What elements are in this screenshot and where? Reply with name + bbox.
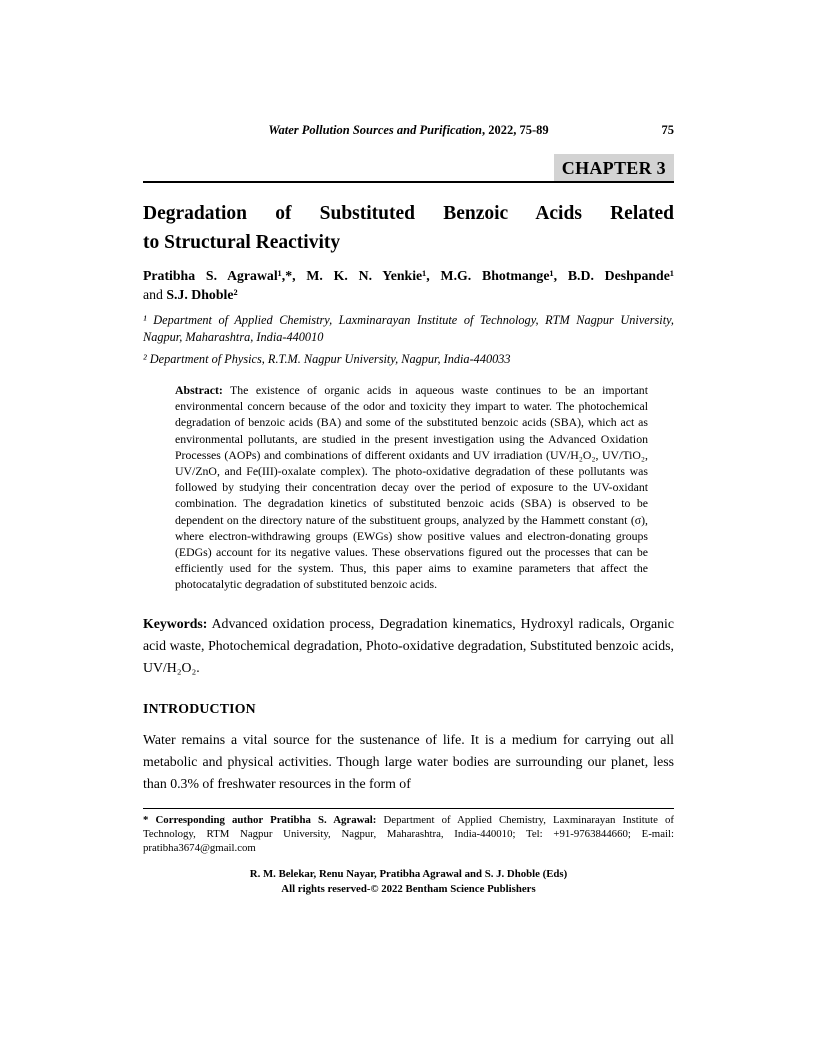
page-number: 75 [661, 123, 674, 137]
footer-editors: R. M. Belekar, Renu Nayar, Pratibha Agrawal and S. J. Dhoble (Eds) [249, 867, 568, 880]
authors-line-2 [143, 285, 674, 304]
affiliations [143, 312, 674, 368]
abstract-text: The existence of organic acids in aqueous waste continues to be an important environmental concern because of the odor and toxicity they impart to water. The photochemical degradation of benzoic acids (BA) and some of the substituted benzoic acids (SBA), which act as environmental pollutants, are studied in the present investigation using the Advanced Oxidation Processes (AOPs) and combinations of different oxidants and UV irradiation (UV/H₂O₂, UV/TiO₂, UV/ZnO, and Fe(III)-oxalate complex). The photo-oxidative degradation of these pollutants was followed by studying their concentration decay over the period of exposure to the UV-oxidant combination. The degradation kinetics of substituted benzoic acids (SBA) is observed to be dependent on the directory nature of the substituent groups, analyzed by the Hammett constant (σ), where electron-withdrawing groups (EWGs) show positive values and electron-donating groups (EDGs) account for its negative values. These observations figured out the processes that can be efficiently used for the system. Thus, this paper aims to examine parameters that affect the photocatalytic degradation of substituted benzoic acids. [175, 383, 648, 592]
author-last: S.J. Dhoble² [166, 287, 238, 302]
footnote-label: * Corresponding author Pratibha S. Agrawal: [143, 813, 377, 826]
abstract-label: Abstract: [175, 383, 223, 397]
authors-line-1: Pratibha S. Agrawal¹,*, M. K. N. Yenkie¹, M.G. Bhotmange¹, B.D. Deshpande¹ [143, 268, 674, 283]
keywords-text: Advanced oxidation process, Degradation kinematics, Hydroxyl radicals, Organic acid waste, Photochemical degradation, Photo-oxidative degradation, Substituted benzoic acids, UV/H₂O₂. [143, 615, 674, 675]
abstract [175, 382, 648, 593]
page-footer [143, 867, 674, 897]
footnote-text: Department of Applied Chemistry, Laxminarayan Institute of Technology, RTM Nagpur University, Nagpur, Maharashtra, India-440010; Tel: +91-9763844660; E-mail: pratibha3674@gmail.com [143, 813, 674, 854]
chapter-badge: CHAPTER 3 [554, 154, 674, 181]
keywords-label: Keywords: [143, 615, 208, 631]
journal-title-suffix: , 2022, 75-89 [482, 123, 549, 137]
keywords [143, 613, 674, 679]
affiliation-1: ¹ Department of Applied Chemistry, Laxminarayan Institute of Technology, RTM Nagpur University, Nagpur, Maharashtra, India-440010 [143, 313, 674, 344]
journal-title [268, 123, 548, 137]
page-content [143, 0, 674, 897]
introduction-heading: INTRODUCTION [143, 700, 256, 716]
header-divider [143, 181, 674, 183]
footer-rights: All rights reserved-© 2022 Bentham Science Publishers [281, 882, 536, 895]
footnote-divider [143, 808, 674, 809]
authors-connector: and [143, 287, 167, 302]
journal-title-italic: Water Pollution Sources and Purification [268, 123, 483, 137]
article-title [143, 199, 674, 257]
running-header [143, 122, 674, 138]
corresponding-author-footnote [143, 813, 674, 855]
affiliation-2: ² Department of Physics, R.T.M. Nagpur University, Nagpur, India-440033 [143, 352, 511, 366]
authors-block [143, 266, 674, 304]
introduction-paragraph: Water remains a vital source for the sustenance of life. It is a medium for carrying out all metabolic and physical activities. Though large water bodies are surrounding our planet, less than 0.3% of freshwater resources in the form of [143, 731, 674, 792]
article-title-line-2: to Structural Reactivity [143, 232, 341, 253]
chapter-row [143, 154, 674, 181]
article-title-line-1: Degradation of Substituted Benzoic Acids Related [143, 203, 674, 224]
